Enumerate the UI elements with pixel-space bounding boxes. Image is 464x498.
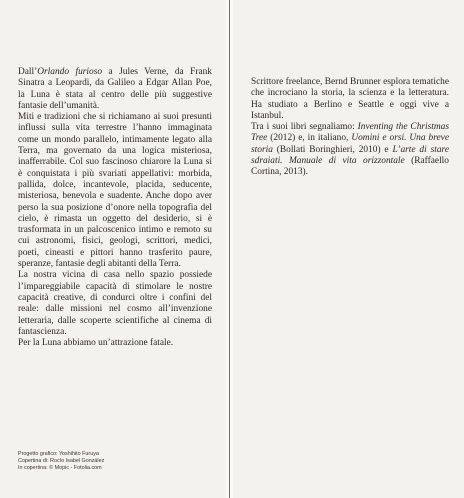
left-flap bbox=[0, 0, 226, 498]
neighbor-paragraph: La nostra vicina di casa nello spazio possiede l’impareggiabile capacità di stimolare le nostre capacità creative, di condurci oltre i confini del reale: dalle missioni nel cosmo all’invenzione letteraria, dalle scoperte scientifiche al cinema di fantascienza. bbox=[18, 270, 212, 337]
book-title-arte-di-stare-sdraiati: L’arte di stare sdraiati. Manuale di vita orizzontale bbox=[251, 144, 449, 167]
books-text-c: (2012) e, in italiano, bbox=[267, 133, 352, 144]
right-flap bbox=[233, 0, 464, 498]
author-bio bbox=[251, 77, 449, 179]
book-title-christmas-tree: Inventing the Christmas Tree bbox=[251, 122, 449, 144]
fold-line bbox=[229, 0, 230, 498]
intro-text-c: a Jules Verne, da Frank Sinatra a Leopardi, da Galileo a Edgar Allan Poe, la Luna è stata al centro delle più suggestive fantasie dell’umanità. bbox=[18, 67, 212, 111]
intro-paragraph bbox=[18, 67, 212, 112]
closing-line: Per la Luna abbiamo un’attrazione fatale. bbox=[18, 338, 174, 349]
bio-paragraph: Scrittore freelance, Bernd Brunner esplora tematiche che incrociano la storia, la scienza e la letteratura. Ha studiato a Berlino e Seattle e oggi vive a Istanbul. bbox=[251, 77, 449, 121]
credits bbox=[18, 451, 208, 473]
intro-text-a: Dall’ bbox=[18, 67, 38, 77]
credit-design: Progetto grafico: Yoshihito Furuya bbox=[18, 451, 99, 457]
book-title-uomini-e-orsi: Uomini e orsi. Una breve storia bbox=[251, 133, 449, 155]
credit-cover: Copertina di: Rocío Isabel González bbox=[18, 458, 105, 465]
books-text-g: (Raffaello Cortina, 2013). bbox=[251, 156, 449, 178]
books-text-e: (Bollati Boringhieri, 2010) e bbox=[272, 144, 393, 155]
intro-title-orlando: Orlando furioso bbox=[37, 67, 103, 77]
books-text-a: Tra i suoi libri segnaliamo: bbox=[251, 122, 358, 133]
myths-paragraph: Miti e tradizioni che si richiamano ai suoi presunti influssi sulla vita terrestre l’hanno immaginata come un mondo parallelo, intimamente legato alla Terra, ma governato da una logica misteriosa, inafferrabile. Col suo fascinoso chiarore la Luna si è conquistata i più svariati appellativi: morbida, pallida, dolce, incantevole, placida, seducente, misteriosa, benevola e suadente. Anche dopo aver perso la sua posizione d’onore nella topografia del cielo, è rimasta un oggetto del desiderio, si è trasformata in un palcoscenico intimo e remoto su cui astronomi, fisici, geologi, scrittori, medici, poeti, cineasti e pittori hanno trasferito paure, speranze, fantasie degli abitanti della Terra. bbox=[18, 112, 212, 270]
credit-image: In copertina: © Mopic - Fotolia.com bbox=[18, 465, 102, 472]
left-flap-text bbox=[18, 67, 212, 349]
books-paragraph bbox=[251, 122, 449, 178]
